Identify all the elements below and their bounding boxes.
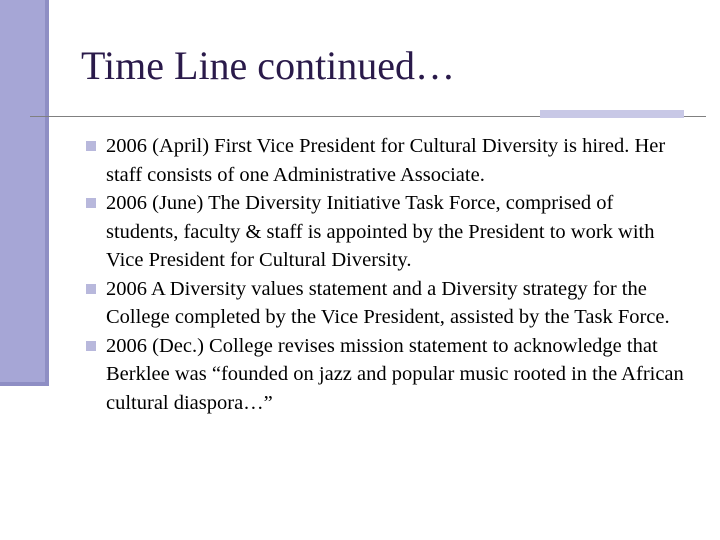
bullet-text: 2006 (June) The Diversity Initiative Task Force, comprised of students, faculty & staff is appointed by the President to work with Vice President for Cultural Diversity. — [106, 192, 655, 271]
square-bullet-icon — [86, 198, 96, 208]
bullet-item — [86, 275, 686, 332]
decorative-left-bar-bottom — [0, 382, 49, 386]
bullet-text: 2006 (Dec.) College revises mission statement to acknowledge that Berklee was “founded on jazz and popular music rooted in the African cultural diaspora…” — [106, 334, 684, 414]
decorative-accent-box — [540, 110, 684, 118]
decorative-left-bar — [0, 0, 45, 383]
bullet-item — [86, 189, 686, 275]
bullet-text: 2006 (April) First Vice President for Cultural Diversity is hired. Her staff consists of one Administrative Associate. — [106, 135, 666, 186]
slide-title: Time Line continued… — [81, 43, 456, 88]
bullet-item — [86, 132, 686, 189]
decorative-left-bar-shadow — [45, 0, 49, 386]
square-bullet-icon — [86, 141, 96, 151]
bullet-item — [86, 332, 686, 418]
bullet-text: 2006 A Diversity values statement and a Diversity strategy for the College completed by the Vice President, assisted by the Task Force. — [106, 277, 670, 328]
square-bullet-icon — [86, 284, 96, 294]
bullet-list — [86, 132, 686, 417]
square-bullet-icon — [86, 341, 96, 351]
